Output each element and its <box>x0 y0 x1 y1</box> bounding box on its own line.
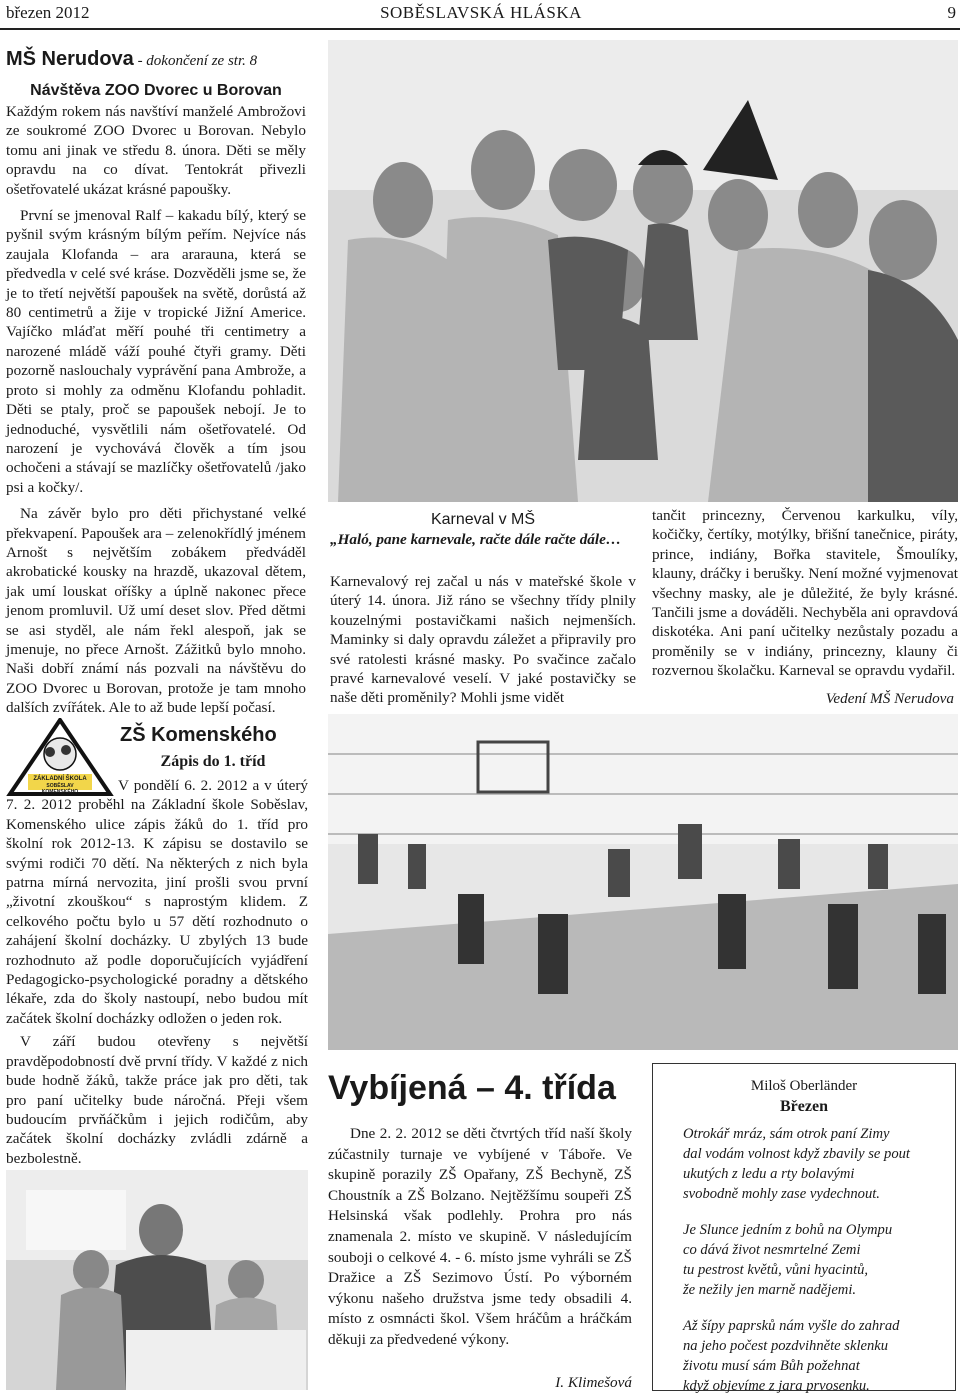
vybijena-title: Vybíjená – 4. třída <box>328 1069 616 1107</box>
poem-line: Je Slunce jedním z bohů na Olympu <box>683 1222 893 1238</box>
vybijena-signature: I. Klimešová <box>555 1374 632 1391</box>
logo-text-bottom: SOBĚSLAV KOMENSKÉHO <box>41 783 79 795</box>
poem-stanza-2 <box>683 1220 955 1300</box>
karneval-signature: Vedení MŠ Nerudova <box>825 690 954 707</box>
carnival-photo <box>328 40 958 502</box>
poem-line: na jeho počest pozdvihněte sklenku <box>683 1338 889 1354</box>
ms-section-title <box>6 48 326 71</box>
zoo-heading: Návštěva ZOO Dvorec u Borovan <box>30 82 282 99</box>
poem-line: ukutých z ledu a rty bolavými <box>683 1166 855 1182</box>
zoo-article <box>6 102 306 722</box>
poem-line: Až šípy paprsků nám vyšle do zahrad <box>683 1318 900 1334</box>
ms-title: MŠ Nerudova <box>6 48 134 70</box>
page-header <box>6 3 956 25</box>
vybijena-text: Dne 2. 2. 2012 se děti čtvrtých tříd naší školy zúčastnily turnaje ve vybíjené v Táboře. Ve skupině porazily ZŠ Opařany, ZŠ Bechyně, ZŠ Choustník a ZŠ Bolzano. Nejtěžšímu soupeři ZŠ Helsinská však podlehly. Prohra pro nás znamenala 2. místo ve skupině. V následujícím souboji o celkové 4. - 6. místo jsme vyhráli se ZŠ Dražice a ZŠ Sezimovo Ústí. Po výborném výkonu našeho družstva jsme tedy obsadili 4. místo z osmnácti škol. Všem hráčům a hráčkám děkuji za předvedené výkony. <box>328 1125 632 1348</box>
header-paper-name: SOBĚSLAVSKÁ HLÁSKA <box>380 3 582 22</box>
poem-line: co dává život nesmrtelné Zemi <box>683 1242 861 1258</box>
poem-stanza-3 <box>683 1316 955 1395</box>
carnival-photo-art <box>328 40 958 502</box>
poem-line: když objevíme z jara prvosenku. <box>683 1378 870 1394</box>
header-date: březen 2012 <box>6 3 90 22</box>
ms-title-sub: - dokončení ze str. 8 <box>133 53 258 69</box>
poem-line: dal vodám volnost když zbavily se pout <box>683 1146 910 1162</box>
gym-photo <box>328 714 958 1050</box>
zs-subtitle: Zápis do 1. tříd <box>160 753 266 770</box>
poem-line: životu musí sám Bůh požehnat <box>683 1358 860 1374</box>
poem-stanza-1 <box>683 1124 955 1204</box>
zs-article <box>6 776 308 1196</box>
poem-title: Březen <box>780 1098 828 1115</box>
poem-author: Miloš Oberländer <box>750 1078 858 1094</box>
poem-line: svobodně mohly zase vydechnout. <box>683 1186 880 1202</box>
enrollment-photo <box>6 1170 308 1390</box>
karneval-text: Karnevalový rej začal u nás v mateřské škole v úterý 14. února. Již ráno se všechny třídy plnily kouzelnými postavičkami našich nejmenších. Maminky si daly opravdu záležet a připravily pro své ratolesti krásné masky. Po svačince začalo pravé karnevalové veselí. V jaké postavičky se naše děti proměnily? Mohli jsme vidět <box>330 573 636 707</box>
zoo-paragraph-1: Každým rokem nás navštíví manželé Ambrožovi ze soukromé ZOO Dvorec u Borovan. Nebylo tomu ani jinak ve středu 8. února. Děti se měly opravdu na co dívat. Tentokrát přivezli ošetřovatelé ukázat krásné papoušky. <box>6 103 306 198</box>
karneval-text-continued: tančit princezny, Červenou karkulku, víly, kočičky, čertíky, motýlky, břišní tanečnice, piráty, prince, indiány, Bořka stavitele, Šmoulíky, klauny, dráčky i berušky. Není možné vyjmenovat všechny masky, ale je důležité, že byly krásné. Tančili jsme a dováděli. Nechyběla ani opravdová diskotéka. Ani paní učitelky nezůstaly pozadu a proměnily se v indiány, princezny, klauny či rozvernou školačku. Karneval se opravdu vydařil. <box>652 507 958 680</box>
zoo-paragraph-3: Na závěr bylo pro děti přichystané velké překvapení. Papoušek ara – zelenokřídlý jménem Arnošt s největším zobákem předváděl akrobatické kousky na hrazdě, ukazoval dětem, jak umí louskat oříšky a úplně nakonec přece jenom promluvil. Už umí deset slov. Před dětmi se asi styděl, ale nám řekl alespoň, jak se jmenuje, no přece Arnošt. Zážitků bylo mnoho. Naši dobří známí nás pozvali na návštěvu do ZOO Dvorec u Borovan, protože je tam mnoho dalších zvířátek. Ale to až bude lepší počasí. <box>6 505 306 717</box>
poem-line: tu pestrost květů, vůni hyacintů, <box>683 1262 869 1278</box>
header-rule <box>0 28 960 30</box>
enrollment-photo-art <box>6 1170 308 1390</box>
gym-photo-art <box>328 714 958 1050</box>
zs-paragraph-1: V pondělí 6. 2. 2012 a v úterý 7. 2. 2012 proběhl na Základní škole Soběslav, Komenského ulice zápis žáků do 1. tříd pro školní rok 2012-13. K zápisu se dostavilo se svými rodiči 70 dětí. Na některých z nich byla patrna mírná nervozita, jiní prošli svou první „životní zkouškou“ s naprostým klidem. Z celkového počtu bylo u 57 dětí rozhodnuto o zahájení školní docházky. U zbylých 13 bude rozhodnuto až podle doporučujících vyjádření Pedagogicko-psychologické poradny a dětského lékaře, zda do školy nastoupí, nebo budou mít začátek školní docházky odložen o jeden rok. <box>6 777 308 1027</box>
header-page-number: 9 <box>947 3 956 22</box>
karneval-heading: Karneval v MŠ <box>430 511 536 528</box>
poem-line: Otrokář mráz, sám otrok paní Zimy <box>683 1126 890 1142</box>
poem-box <box>652 1063 956 1394</box>
karneval-subheading: „Haló, pane karnevale, račte dále račte dále… <box>330 531 622 548</box>
zs-paragraph-2: V září budou otevřeny s největší pravděpodobností dvě první třídy. V každé z nich bude hodně žáků, takže práce jak pro děti, tak pro paní učitelky bude náročná. Přeji všem budoucím prvňáčkům i jejich rodičům, aby začátek školní docházky zvládli zdárně a bezbolestně. <box>6 1033 308 1167</box>
poem-line: že nežily jen marně nadějemi. <box>683 1282 857 1298</box>
logo-text-top: ZÁKLADNÍ ŠKOLA <box>33 776 87 782</box>
zs-title: ZŠ Komenského <box>120 724 277 746</box>
zoo-paragraph-2: První se jmenoval Ralf – kakadu bílý, který se pyšnil svým krásným bílým peřím. Nejvíce nás zaujala Klofanda – ara ararauna, která se předvedla v celé své kráse. Dozvěděli jsme se, že je to třetí největší papoušek na světě, dorůstá až 80 centimetrů a žije v tropické Jižní Americe. Vajíčko mláďat měří pouhé tři centimetry a narozené mládě váží pouhé čtyři gramy. Děti pozorně naslouchaly vyprávění pana Ambrože, a proto si mohly za odměnu Klofandu pohladit. Děti se ptaly, proč se papoušek nebojí. Je to jednoduché, vysvětlili nám ošetřovatelé. Od narození je vychovává člověk a tím jsou ochočeni a stávají se mazlíčky ošetřovatelů /jako psi a kočky/. <box>6 207 306 496</box>
